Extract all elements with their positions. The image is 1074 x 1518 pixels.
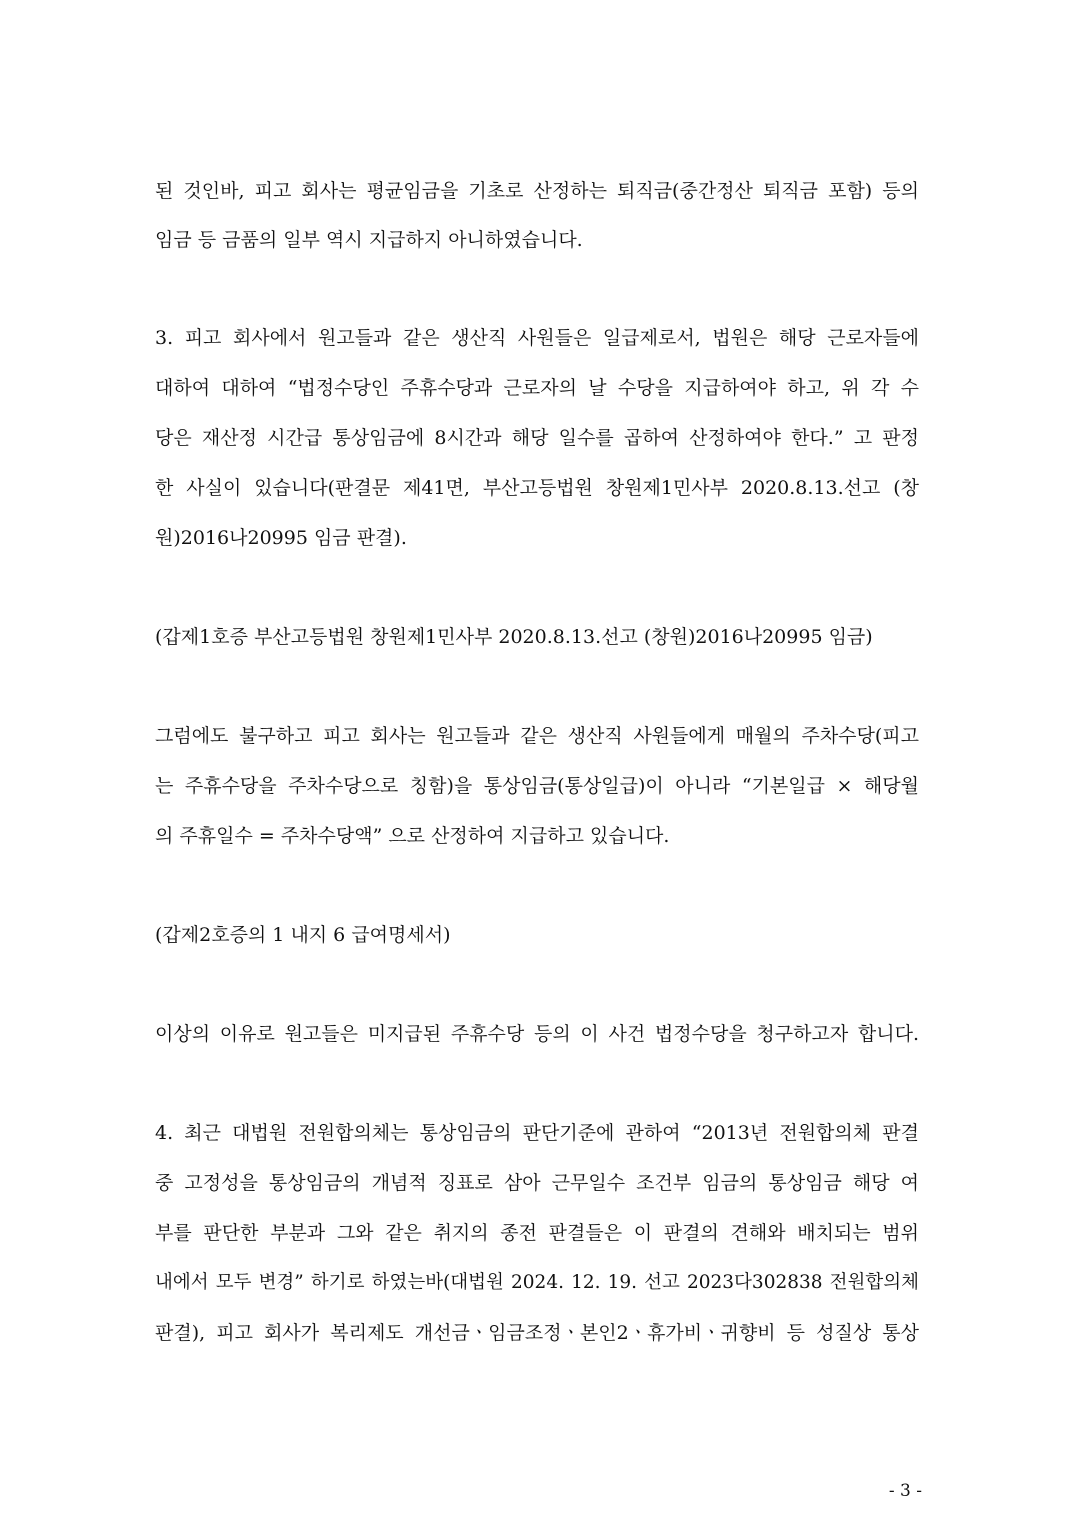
text-line: 대하여 대하여 “법정수당인 주휴수당과 근로자의 날 수당을 지급하여야 하고, 위 각 수 — [155, 377, 919, 399]
text-line: (갑제2호증의 1 내지 6 급여명세서) — [155, 924, 451, 946]
text-line: 3. 피고 회사에서 원고들과 같은 생산직 사원들은 일급제로서, 법원은 해당 근로자들에 — [155, 327, 919, 349]
text-line: 한 사실이 있습니다(판결문 제41면, 부산고등법원 창원제1민사부 2020.8.13.선고 (창 — [155, 477, 919, 499]
text-line: 내에서 모두 변경” 하기로 하였는바(대법원 2024. 12. 19. 선고 2023다302838 전원합의체 — [155, 1272, 919, 1293]
text-line: 원)2016나20995 임금 판결). — [155, 527, 407, 549]
text-line: 4. 최근 대법원 전원합의체는 통상임금의 판단기준에 관하여 “2013년 전원합의체 판결 — [155, 1122, 919, 1144]
text-line: 는 주휴수당을 주차수당으로 칭함)을 통상임금(통상일급)이 아니라 “기본일급 × 해당월 — [155, 775, 919, 797]
text-line: 당은 재산정 시간급 통상임금에 8시간과 해당 일수를 곱하여 산정하여야 한다.” 고 판정 — [155, 427, 919, 449]
text-line: 중 고정성을 통상임금의 개념적 징표로 삼아 근무일수 조건부 임금의 통상임금 해당 여 — [155, 1172, 919, 1194]
text-line: 그럼에도 불구하고 피고 회사는 원고들과 같은 생산직 사원들에게 매월의 주차수당(피고 — [155, 725, 919, 747]
text-line: 이상의 이유로 원고들은 미지급된 주휴수당 등의 이 사건 법정수당을 청구하고자 합니다. — [155, 1023, 919, 1045]
text-line: 된 것인바, 피고 회사는 평균임금을 기초로 산정하는 퇴직금(중간정산 퇴직금 포함) 등의 — [155, 180, 919, 202]
text-line: (갑제1호증 부산고등법원 창원제1민사부 2020.8.13.선고 (창원)2016나20995 임금) — [155, 626, 873, 648]
page-number: - 3 - — [888, 1481, 922, 1501]
text-line: 부를 판단한 부분과 그와 같은 취지의 종전 판결들은 이 판결의 견해와 배치되는 범위 — [155, 1222, 919, 1244]
text-line: 임금 등 금품의 일부 역시 지급하지 아니하였습니다. — [155, 229, 583, 251]
text-line: 판결), 피고 회사가 복리제도 개선금ㆍ임금조정ㆍ본인2ㆍ휴가비ㆍ귀향비 등 성질상 통상 — [155, 1322, 919, 1344]
text-line: 의 주휴일수 = 주차수당액” 으로 산정하여 지급하고 있습니다. — [155, 825, 670, 847]
